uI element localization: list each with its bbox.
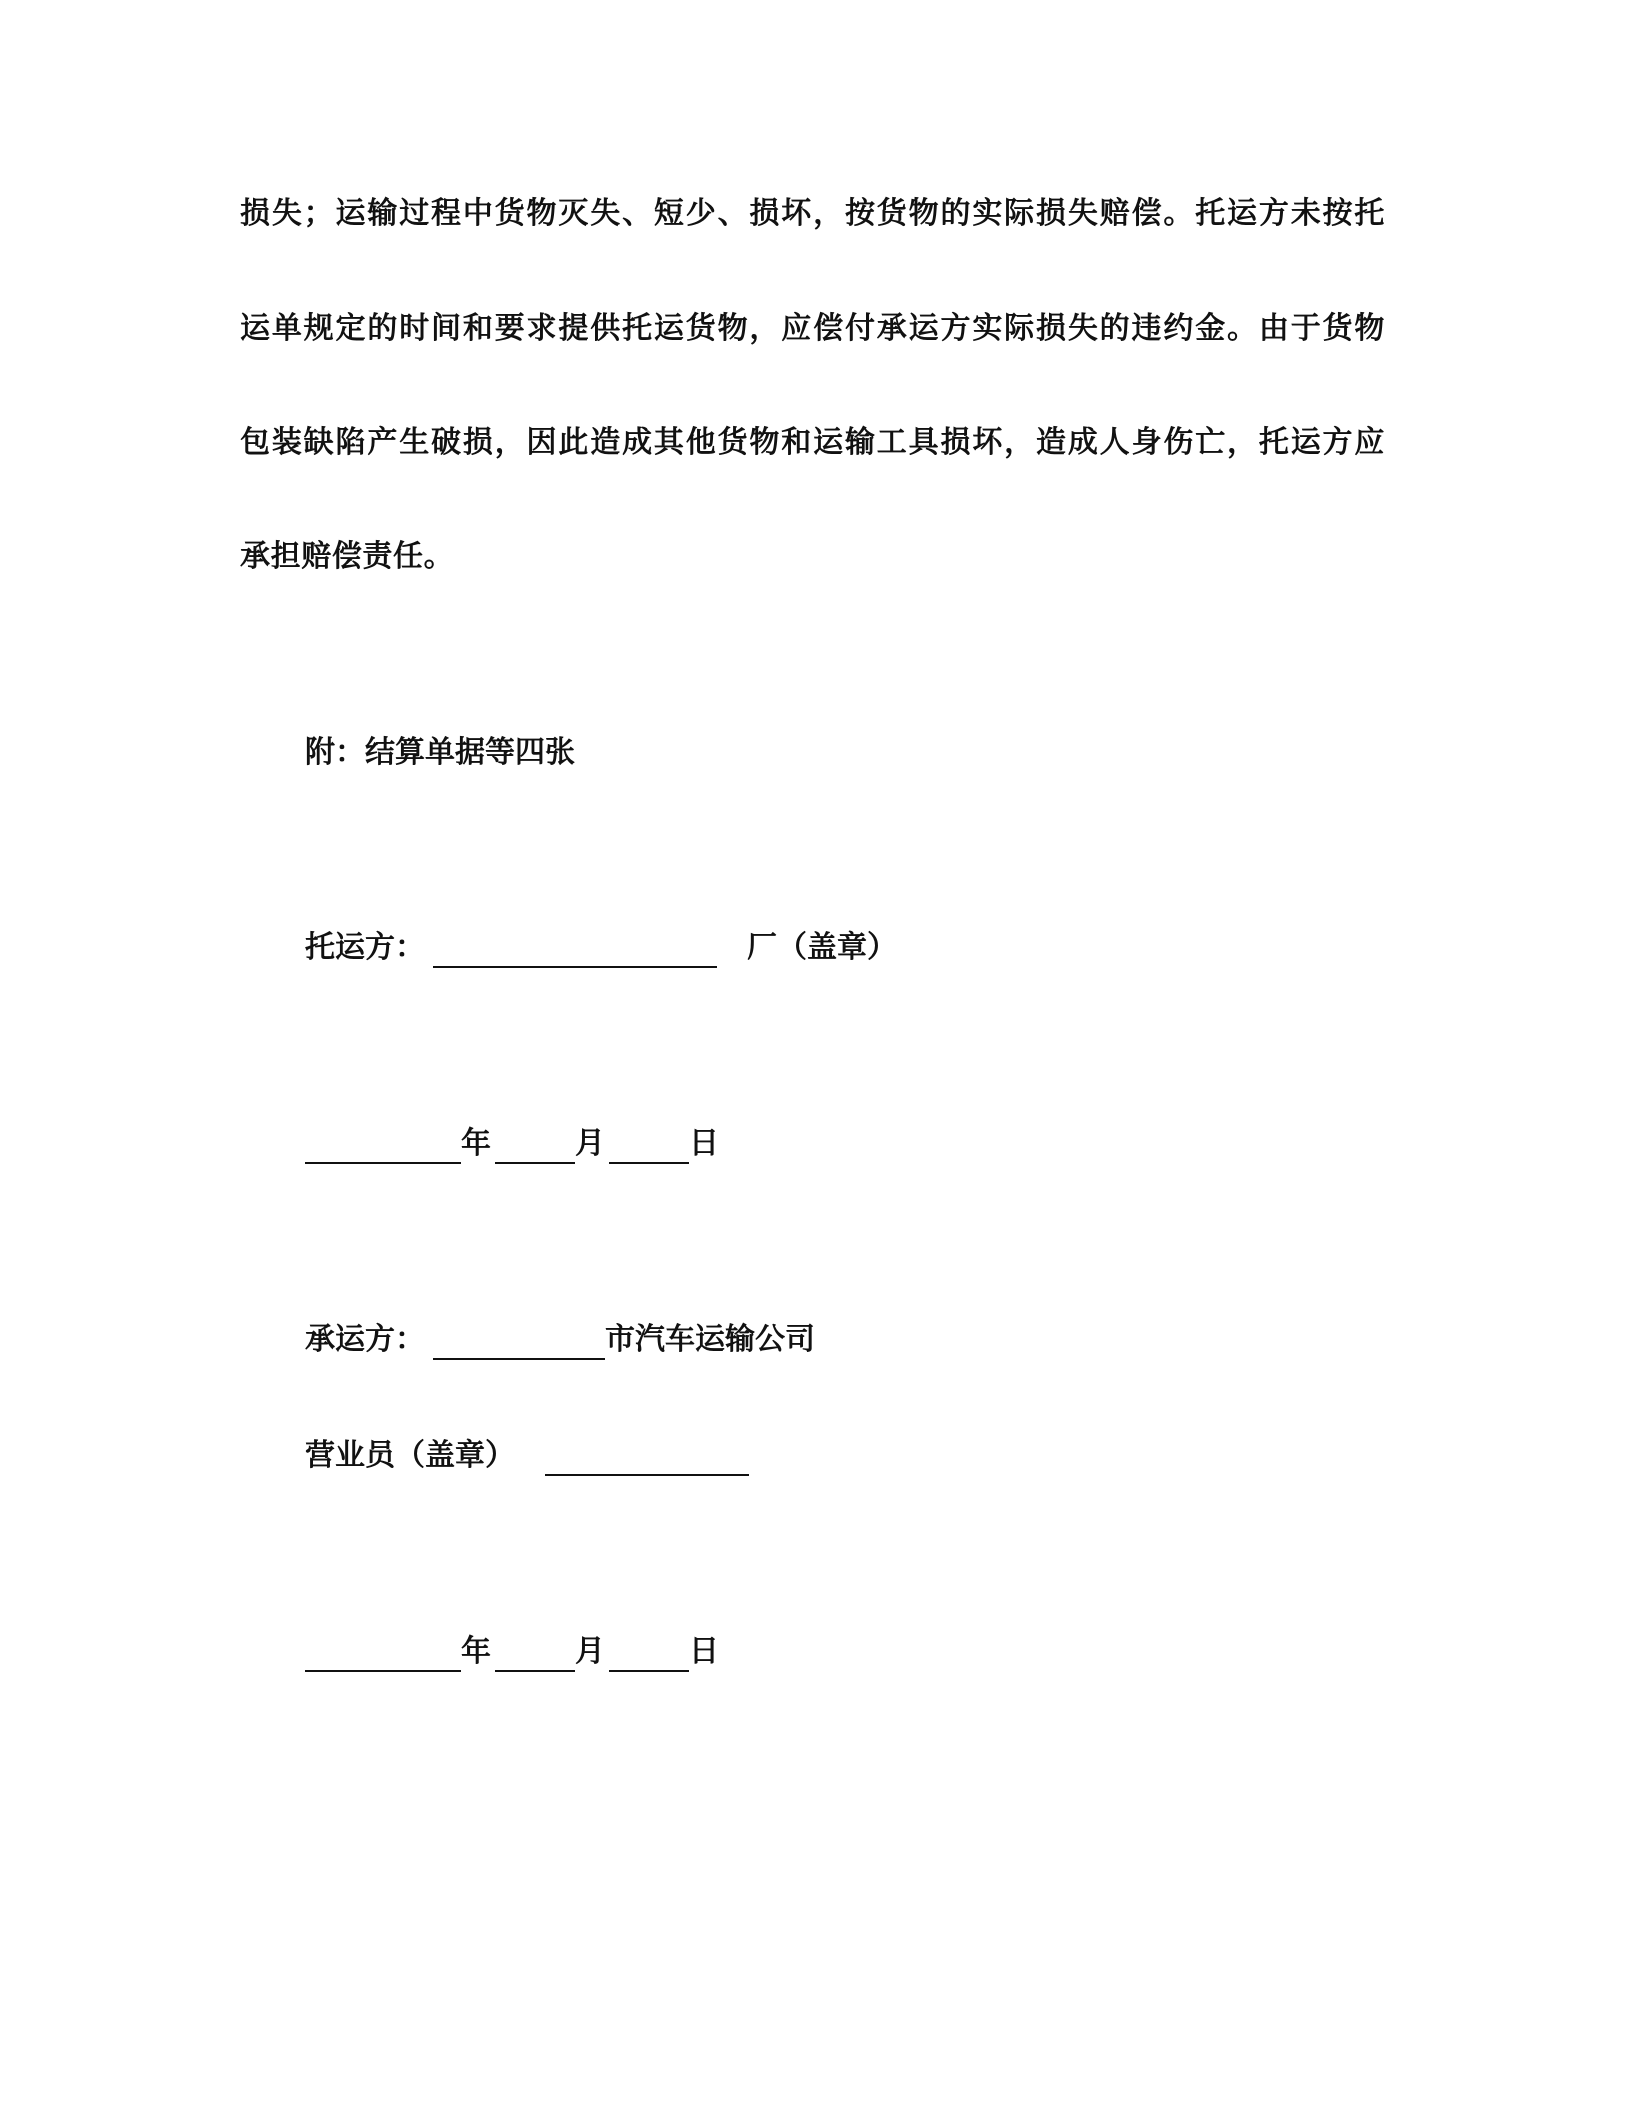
month-blank-1[interactable] [495, 1128, 575, 1164]
consignor-suffix: 厂（盖章） [747, 930, 897, 965]
paragraph-line-3: 包装缺陷产生破损，因此造成其他货物和运输工具损坏，造成人身伤亡，托运方应 [240, 425, 1385, 460]
month-blank-2[interactable] [495, 1636, 575, 1672]
consignor-blank[interactable] [433, 932, 717, 968]
year-blank-1[interactable] [305, 1128, 461, 1164]
clerk-line [305, 1436, 749, 1476]
clerk-blank[interactable] [545, 1440, 749, 1476]
attachment-note [305, 733, 575, 773]
year-blank-2[interactable] [305, 1636, 461, 1672]
paragraph-line-1: 损失；运输过程中货物灭失、短少、损坏，按货物的实际损失赔偿。托运方未按托 [240, 196, 1385, 231]
attachment-text: 附：结算单据等四张 [305, 735, 575, 770]
paragraph-line-4: 承担赔偿责任。 [240, 539, 455, 574]
day-label-1: 日 [689, 1126, 719, 1161]
carrier-suffix: 市汽车运输公司 [605, 1322, 815, 1357]
day-blank-2[interactable] [609, 1636, 689, 1672]
carrier-label: 承运方： [305, 1322, 425, 1357]
carrier-blank[interactable] [433, 1324, 605, 1360]
month-label-1: 月 [575, 1126, 605, 1161]
day-label-2: 日 [689, 1634, 719, 1669]
date-line-1 [305, 1124, 719, 1164]
carrier-line [305, 1320, 815, 1360]
month-label-2: 月 [575, 1634, 605, 1669]
clerk-label: 营业员（盖章） [305, 1438, 515, 1473]
date-line-2 [305, 1632, 719, 1672]
consignor-line [305, 928, 897, 968]
year-label-2: 年 [461, 1634, 491, 1669]
paragraph-line-2: 运单规定的时间和要求提供托运货物，应偿付承运方实际损失的违约金。由于货物 [240, 311, 1385, 346]
consignor-label: 托运方： [305, 930, 425, 965]
year-label-1: 年 [461, 1126, 491, 1161]
day-blank-1[interactable] [609, 1128, 689, 1164]
